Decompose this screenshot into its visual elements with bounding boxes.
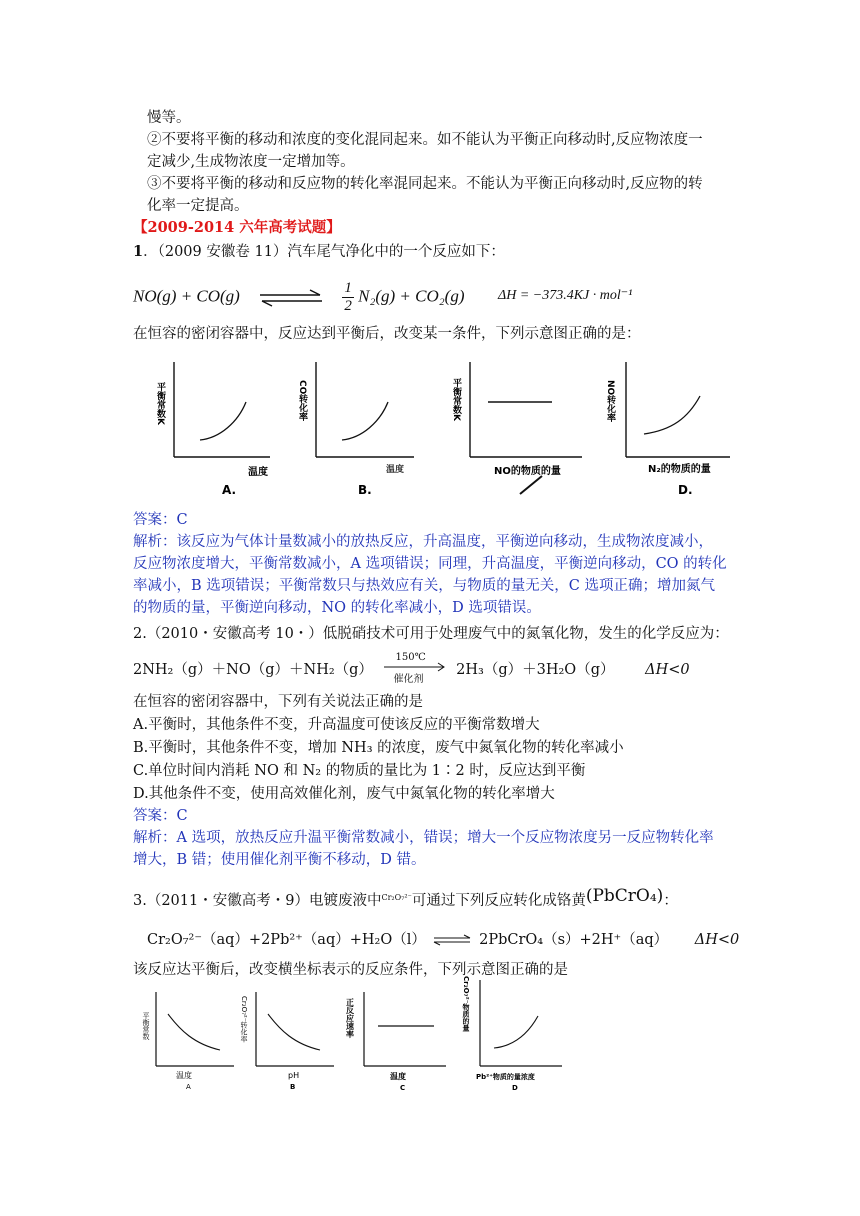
q3-ask: 该反应达平衡后，改变横坐标表示的反应条件，下列示意图正确的是 <box>133 962 568 978</box>
q2-ask: 在恒容的密闭容器中，下列有关说法正确的是 <box>133 694 423 710</box>
q1-answer: 答案：C <box>133 512 188 528</box>
q1c-xlabel: NO的物质的量 <box>494 466 561 477</box>
q1-equation <box>133 280 465 315</box>
q1d-letter: D. <box>678 483 693 497</box>
q1-analysis-1: 解析：该反应为气体计量数减小的放热反应，升高温度，平衡逆向移动，生成物浓度减小， <box>133 534 713 550</box>
q3-stem-text: 3.（2011・安徽高考・9）电镀废液中 <box>133 893 382 909</box>
q3-stem <box>133 886 678 911</box>
q1-stem-text: ．（2009 安徽卷 11）汽车尾气净化中的一个反应如下： <box>143 244 505 260</box>
q3b-xlabel: pH <box>288 1071 300 1080</box>
section-title: 【2009-2014 六年高考试题】 <box>133 219 341 236</box>
q2-analysis-2: 增大，B 错；使用催化剂平衡不移动，D 错。 <box>133 852 426 868</box>
q3d-ylabel: Cr₂O₇²⁻物质的量 <box>462 976 470 1032</box>
q2-answer: 答案：C <box>133 808 188 824</box>
q3-graph-d <box>458 970 568 1094</box>
q1-graph-a <box>150 352 280 502</box>
q2-reaction-condition <box>382 652 448 685</box>
intro-line-4: ③不要将平衡的移动和反应物的转化率混同起来。不能认为平衡正向移动时,反应物的转 <box>147 176 703 192</box>
q3a-curve <box>168 1014 220 1050</box>
q2-dh: ΔH<0 <box>645 662 690 678</box>
q3-equation <box>147 930 739 950</box>
q3d-letter: D <box>512 1084 518 1092</box>
q1-analysis-3: 率减小，B 选项错误；平衡常数只与热效应有关，与物质的量无关，C 选项正确；增加氮气 <box>133 578 715 594</box>
q3a-letter: A <box>186 1083 191 1091</box>
q2-cond-top: 150℃ <box>395 652 426 663</box>
q1-frac-den: 2 <box>344 298 352 314</box>
q3c-xlabel: 温度 <box>390 1072 406 1081</box>
q3b-ylabel: Cr₂O₇²⁻转化率 <box>240 996 248 1043</box>
q3-graph-a <box>140 984 240 1094</box>
q1b-ylabel: CO转化率 <box>297 380 307 422</box>
q1-eq-fraction <box>342 280 354 315</box>
q1a-letter: A. <box>222 483 237 497</box>
q1-graph-b <box>296 352 426 502</box>
q3a-xlabel: 温度 <box>176 1071 192 1080</box>
q2-stem: 2.（2010・安徽高考 10・）低脱硝技术可用于处理废气中的氮氧化物，发生的化学反应为： <box>133 626 729 642</box>
equilibrium-arrow-icon <box>258 289 324 307</box>
q1d-curve <box>644 396 700 434</box>
q1c-ylabel: 平衡常数K <box>451 378 461 421</box>
q1-analysis-2: 反应物浓度增大，平衡常数减小，A 选项错误；同理，升高温度，平衡逆向移动，CO 的转化 <box>133 556 727 572</box>
intro-line-2: ②不要将平衡的移动和浓度的变化混同起来。如不能认为平衡正向移动时,反应物浓度一 <box>147 132 703 148</box>
q1-analysis-4: 的物质的量，平衡逆向移动，NO 的转化率减小，D 选项错误。 <box>133 600 541 616</box>
q3-eq-left: Cr₂O₇²⁻（aq）+2Pb²⁺（aq）+H₂O（l） <box>147 932 426 948</box>
q3-stem-end: ： <box>663 893 678 909</box>
q2-equation <box>133 652 690 685</box>
q3d-curve <box>494 1016 538 1048</box>
q3-equilibrium-arrow-icon <box>432 934 472 946</box>
q1a-xlabel: 温度 <box>248 467 268 478</box>
q3d-xlabel: Pb²⁺物质的量浓度 <box>476 1073 535 1081</box>
q3b-curve <box>268 1014 320 1050</box>
q3c-letter: C <box>400 1084 406 1092</box>
q3-product: (PbCrO₄) <box>585 886 664 906</box>
intro-line-5: 化率一定提高。 <box>147 198 249 214</box>
q3-eq-right: 2PbCrO₄（s）+2H⁺（aq） <box>479 932 669 948</box>
q1-stem <box>133 242 505 262</box>
q2-option-a: A.平衡时，其他条件不变，升高温度可使该反应的平衡常数增大 <box>133 717 540 733</box>
q2-cond-bottom: 催化剂 <box>393 674 424 685</box>
q3-graph-c <box>342 984 448 1094</box>
q3-ion: Cr₂O₇²⁻ <box>381 893 412 902</box>
q1-eq-left: NO(g) + CO(g) <box>133 286 240 306</box>
q1-frac-num: 1 <box>344 280 352 296</box>
q3c-ylabel: 正反应速率 <box>345 998 355 1038</box>
intro-line-1: 慢等。 <box>147 110 191 126</box>
intro-line-3: 定减少,生成物浓度一定增加等。 <box>147 154 355 170</box>
q2-option-d: D.其他条件不变，使用高效催化剂，废气中氮氧化物的转化率增大 <box>133 786 555 802</box>
q1d-ylabel: NO转化率 <box>605 380 615 423</box>
q1-graph-d <box>604 352 744 502</box>
q3b-letter: B <box>290 1083 296 1091</box>
q1-dh: ΔH = −373.4KJ · mol⁻¹ <box>498 288 633 303</box>
q1-graph-c <box>450 352 590 502</box>
q1-eq-right: N₂(g) + CO₂(g) <box>358 286 465 306</box>
q1a-ylabel: 平衡常数K <box>155 382 165 425</box>
q1c-check-mark <box>520 476 542 494</box>
q3-graph-b <box>238 984 338 1094</box>
q1a-curve <box>200 402 246 440</box>
q3-stem-text-2: 可通过下列反应转化成铬黄 <box>411 893 586 909</box>
q2-eq-right: 2H₃（g）＋3H₂O（g） <box>456 662 615 678</box>
q3-dh: ΔH<0 <box>694 932 740 948</box>
q2-option-b: B.平衡时，其他条件不变，增加 NH₃ 的浓度，废气中氮氧化物的转化率减小 <box>133 740 624 756</box>
q1-number: 1 <box>133 243 144 260</box>
q1b-curve <box>342 402 388 440</box>
q2-analysis-1: 解析：A 选项，放热反应升温平衡常数减小，错误；增大一个反应物浓度另一反应物转化率 <box>133 830 714 846</box>
q1b-xlabel: 温度 <box>386 465 405 475</box>
q3a-ylabel: 平衡常数 <box>142 1012 150 1040</box>
q2-eq-left: 2NH₂（g）＋NO（g）＋NH₂（g） <box>133 662 373 678</box>
q1d-xlabel: N₂的物质的量 <box>648 464 711 475</box>
q2-option-c: C.单位时间内消耗 NO 和 N₂ 的物质的量比为 1∶2 时，反应达到平衡 <box>133 763 586 779</box>
q1-ask: 在恒容的密闭容器中，反应达到平衡后，改变某一条件，下列示意图正确的是： <box>133 326 641 342</box>
q1b-letter: B. <box>358 483 372 497</box>
